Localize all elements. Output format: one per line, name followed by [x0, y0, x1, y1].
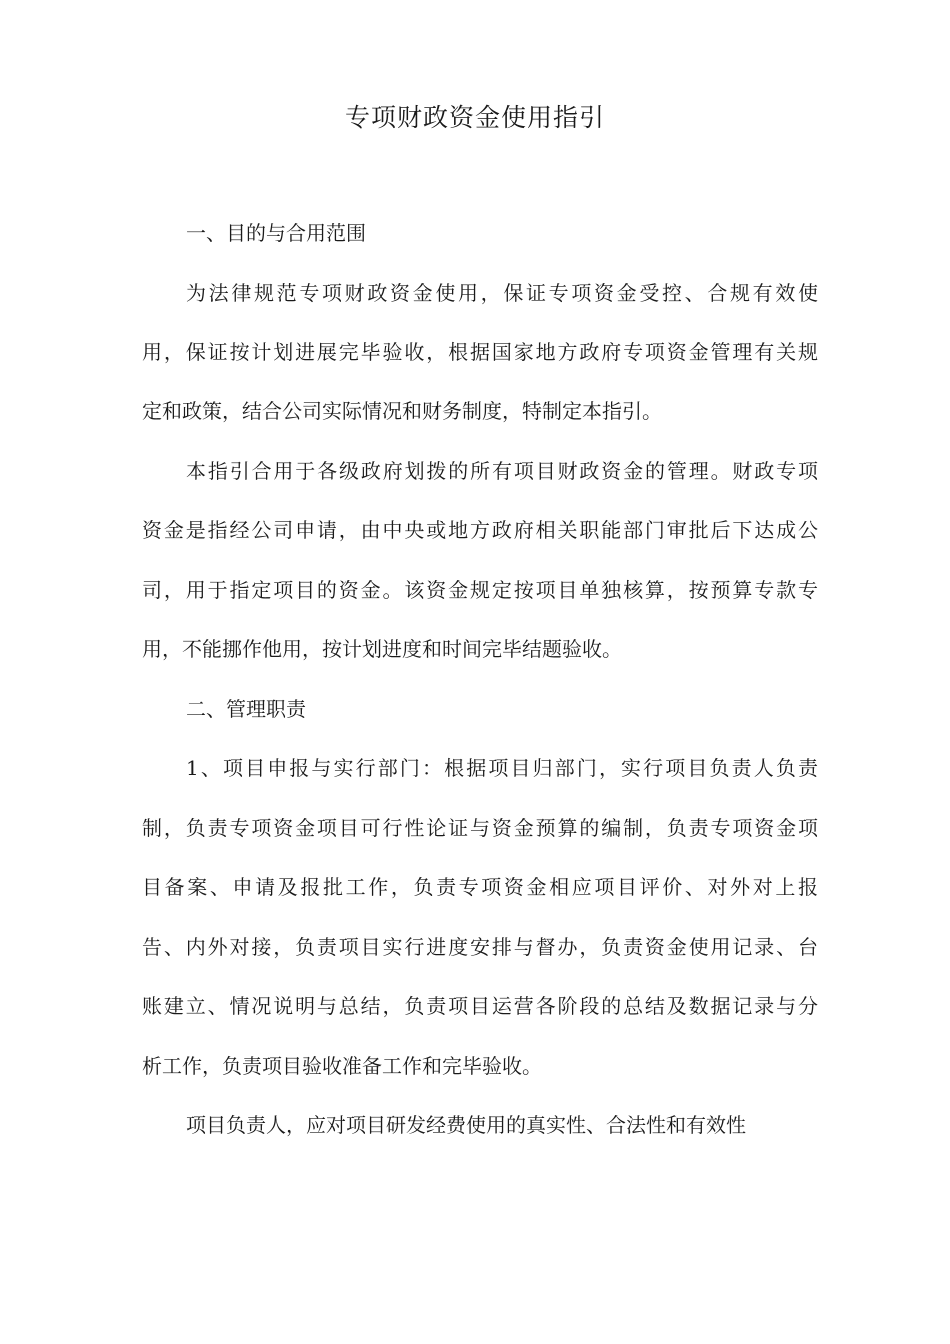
paragraph-line: 目备案、申请及报批工作，负责专项资金相应项目评价、对外对上报 [142, 875, 818, 899]
paragraph-line: 司，用于指定项目的资金。该资金规定按项目单独核算，按预算专款专 [142, 578, 818, 602]
paragraph-line: 账建立、情况说明与总结，负责项目运营各阶段的总结及数据记录与分 [142, 994, 818, 1018]
paragraph-line: 项目负责人，应对项目研发经费使用的真实性、合法性和有效性 [186, 1113, 746, 1137]
paragraph-line: 定和政策，结合公司实际情况和财务制度，特制定本指引。 [142, 399, 662, 423]
paragraph-line: 析工作，负责项目验收准备工作和完毕验收。 [142, 1054, 542, 1078]
section-heading: 二、管理职责 [186, 697, 306, 721]
paragraph-line: 用，不能挪作他用，按计划进度和时间完毕结题验收。 [142, 637, 622, 661]
paragraph-line: 为法律规范专项财政资金使用，保证专项资金受控、合规有效使 [186, 281, 818, 305]
paragraph-line: 本指引合用于各级政府划拨的所有项目财政资金的管理。财政专项 [186, 459, 818, 483]
paragraph-line: 告、内外对接，负责项目实行进度安排与督办，负责资金使用记录、台 [142, 935, 818, 959]
paragraph-line: 用，保证按计划进展完毕验收，根据国家地方政府专项资金管理有关规 [142, 340, 818, 364]
paragraph-line: 制，负责专项资金项目可行性论证与资金预算的编制，负责专项资金项 [142, 816, 818, 840]
paragraph-line: 资金是指经公司申请，由中央或地方政府相关职能部门审批后下达成公 [142, 518, 818, 542]
document-title: 专项财政资金使用指引 [344, 103, 605, 132]
section-heading: 一、目的与合用范围 [186, 221, 366, 245]
paragraph-line: 1、项目申报与实行部门：根据项目归部门，实行项目负责人负责 [186, 756, 818, 780]
